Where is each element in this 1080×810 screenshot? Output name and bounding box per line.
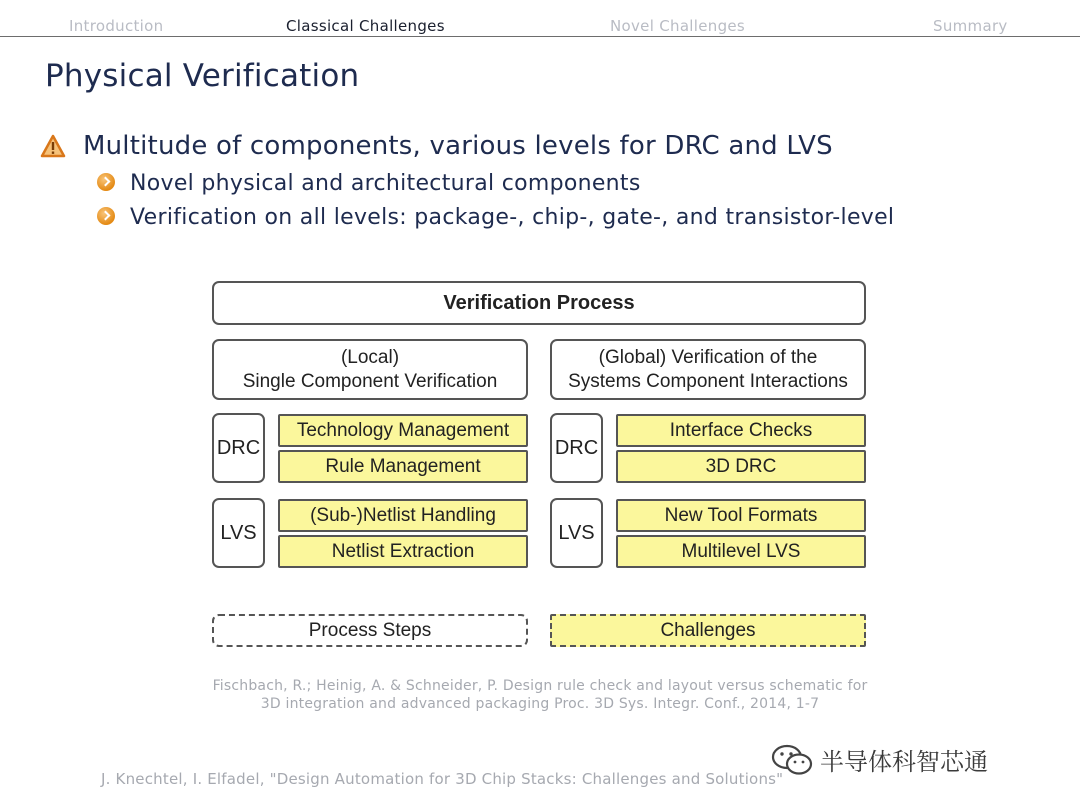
slide-title: Physical Verification: [45, 58, 360, 94]
subnetlist-handling-box: (Sub-)Netlist Handling: [278, 499, 528, 532]
local-line-1: (Local): [340, 346, 400, 368]
technology-management-box: Technology Management: [278, 414, 528, 447]
new-tool-formats-box: New Tool Formats: [616, 499, 866, 532]
nav-item-novel-challenges[interactable]: Novel Challenges: [610, 17, 746, 35]
interface-checks-box: Interface Checks: [616, 414, 866, 447]
nav-item-introduction[interactable]: Introduction: [69, 17, 164, 35]
global-line-2: Systems Component Interactions: [568, 370, 848, 392]
verification-process-header: Verification Process: [212, 281, 866, 325]
footer-text: J. Knechtel, I. Elfadel, "Design Automation for 3D Chip Stacks: Challenges and Solutions": [101, 770, 784, 788]
local-lvs-label: LVS: [212, 498, 265, 568]
rule-management-box: Rule Management: [278, 450, 528, 483]
local-drc-label: DRC: [212, 413, 265, 483]
multilevel-lvs-box: Multilevel LVS: [616, 535, 866, 568]
citation-line-1: Fischbach, R.; Heinig, A. & Schneider, P. Design rule check and layout versus schematic for: [212, 678, 868, 694]
legend-challenges: Challenges: [550, 614, 866, 647]
netlist-extraction-box: Netlist Extraction: [278, 535, 528, 568]
orange-bullet-icon: [97, 207, 115, 225]
warning-icon: [40, 134, 66, 158]
citation-line-2: 3D integration and advanced packaging Proc. 3D Sys. Integr. Conf., 2014, 1-7: [260, 696, 820, 712]
main-bullet-text: Multitude of components, various levels for DRC and LVS: [83, 131, 833, 161]
top-navigation: [0, 0, 1080, 37]
global-line-1: (Global) Verification of the: [598, 346, 818, 368]
wechat-logo-icon: [770, 743, 814, 777]
nav-item-summary[interactable]: Summary: [933, 17, 1008, 35]
global-lvs-label: LVS: [550, 498, 603, 568]
sub-bullet-text: Novel physical and architectural components: [130, 171, 641, 196]
orange-bullet-icon: [97, 173, 115, 191]
global-drc-label: DRC: [550, 413, 603, 483]
watermark-text: 半导体科智芯通: [820, 748, 988, 776]
local-verification-box: [212, 339, 528, 400]
global-verification-box: [550, 339, 866, 400]
local-line-2: Single Component Verification: [242, 370, 498, 392]
watermark: [770, 742, 988, 777]
legend-process-steps: Process Steps: [212, 614, 528, 647]
citation: [140, 677, 940, 713]
sub-bullet-text: Verification on all levels: package-, chip-, gate-, and transistor-level: [130, 205, 895, 230]
nav-item-classical-challenges[interactable]: Classical Challenges: [286, 17, 445, 35]
3d-drc-box: 3D DRC: [616, 450, 866, 483]
